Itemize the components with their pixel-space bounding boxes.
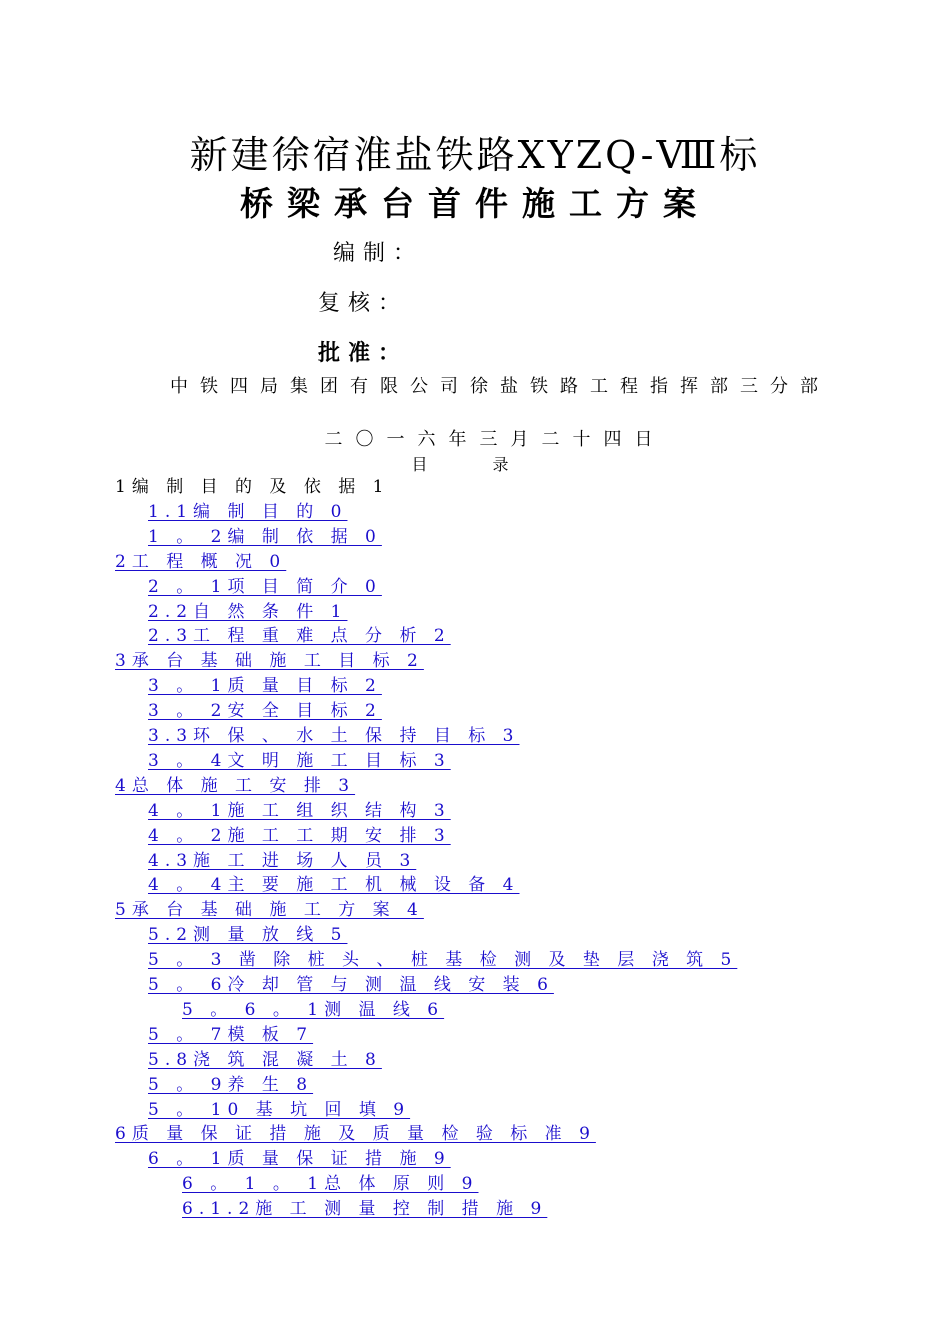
toc-link[interactable]: 5 。 7模 板 7 (148, 1025, 314, 1045)
toc-entry: 1编 制 目 的 及 依 据 1 (115, 477, 390, 497)
toc-link[interactable]: 5 。 6 。 1测 温 线 6 (182, 1000, 445, 1020)
toc-link[interactable]: 4 。 1施 工 组 织 结 构 3 (148, 801, 451, 821)
toc-link[interactable]: 6 。 1质 量 保 证 措 施 9 (148, 1149, 451, 1169)
approve-label: 批准： (318, 340, 409, 366)
toc-link[interactable]: 6质 量 保 证 措 施 及 质 量 检 验 标 准 9 (115, 1124, 596, 1144)
toc-link[interactable]: 3.3环 保 、 水 土 保 持 目 标 3 (148, 726, 520, 746)
toc-link[interactable]: 2 。 1项 目 简 介 0 (148, 577, 382, 597)
toc-link[interactable]: 4.3施 工 进 场 人 员 3 (148, 851, 417, 871)
document-subtitle: 桥梁承台首件施工方案 (240, 184, 710, 223)
toc-link[interactable]: 2.3工 程 重 难 点 分 析 2 (148, 626, 451, 646)
toc-link[interactable]: 4 。 4主 要 施 工 机 械 设 备 4 (148, 875, 520, 895)
document-title: 新建徐宿淮盐铁路XYZQ-Ⅷ标 (189, 133, 761, 177)
toc-link[interactable]: 1.1编 制 目 的 0 (148, 502, 348, 522)
toc-link[interactable]: 1 。 2编 制 依 据 0 (148, 527, 382, 547)
toc-link[interactable]: 4总 体 施 工 安 排 3 (115, 776, 356, 796)
compile-label: 编制： (333, 241, 424, 266)
toc-link[interactable]: 5 。 6冷 却 管 与 测 温 线 安 装 6 (148, 975, 554, 995)
toc-link[interactable]: 2.2自 然 条 件 1 (148, 602, 348, 622)
toc-link[interactable]: 5.2测 量 放 线 5 (148, 925, 348, 945)
toc-link[interactable]: 6 。 1 。 1总 体 原 则 9 (182, 1174, 479, 1194)
toc-link[interactable]: 5 。 10 基 坑 回 填 9 (148, 1100, 411, 1120)
toc-link[interactable]: 2工 程 概 况 0 (115, 552, 287, 572)
toc-link[interactable]: 3 。 2安 全 目 标 2 (148, 701, 382, 721)
review-label: 复核： (318, 291, 409, 316)
toc-link[interactable]: 5.8浇 筑 混 凝 土 8 (148, 1050, 382, 1070)
toc-link[interactable]: 5 。 3 凿 除 桩 头 、 桩 基 检 测 及 垫 层 浇 筑 5 (148, 950, 738, 970)
toc-link[interactable]: 3承 台 基 础 施 工 目 标 2 (115, 651, 424, 671)
toc-link[interactable]: 6.1.2施 工 测 量 控 制 措 施 9 (182, 1199, 548, 1219)
toc-link[interactable]: 3 。 1质 量 目 标 2 (148, 676, 382, 696)
toc-link[interactable]: 5 。 9养 生 8 (148, 1075, 314, 1095)
toc-link[interactable]: 3 。 4文 明 施 工 目 标 3 (148, 751, 451, 771)
toc-link[interactable]: 4 。 2施 工 工 期 安 排 3 (148, 826, 451, 846)
document-date: 二〇一六年三月二十四日 (324, 429, 666, 450)
toc-heading: 目 录 (411, 455, 539, 474)
toc-link[interactable]: 5承 台 基 础 施 工 方 案 4 (115, 900, 424, 920)
organization-name: 中铁四局集团有限公司徐盐铁路工程指挥部三分部 (170, 376, 830, 397)
